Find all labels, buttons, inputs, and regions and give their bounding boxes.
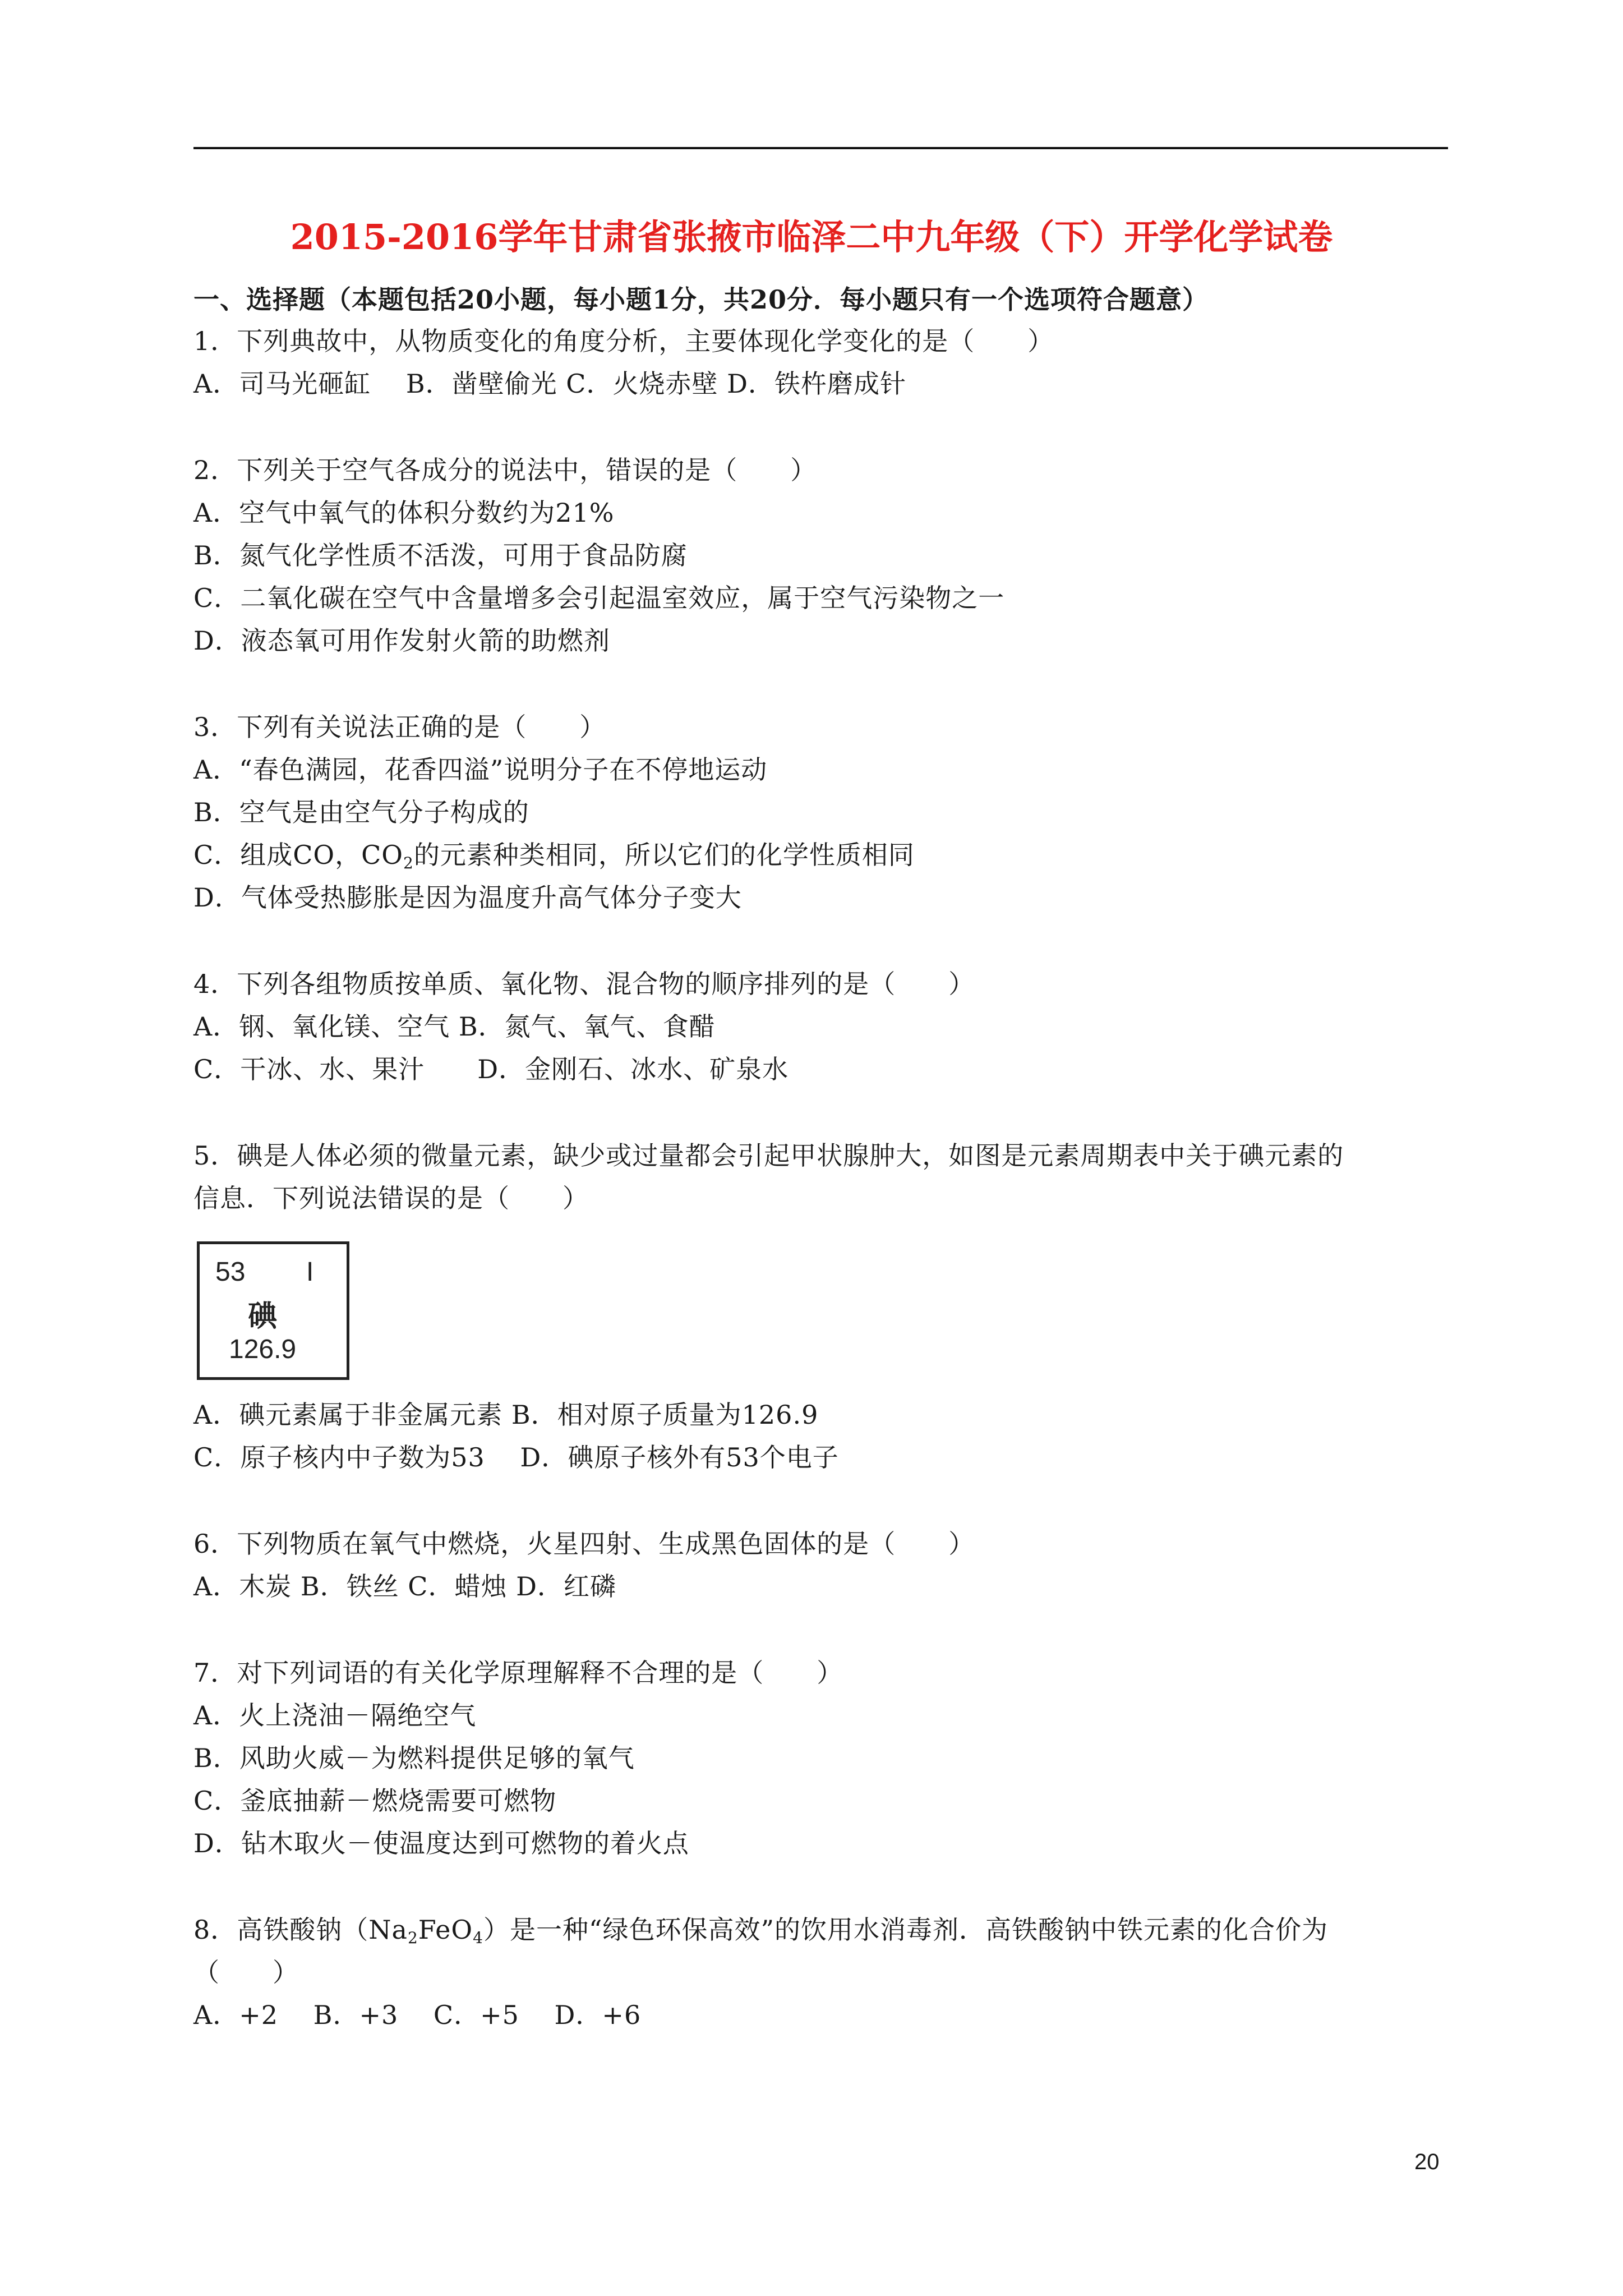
q5-options-cd: C．原子核内中子数为53 D．碘原子核外有53个电子 [193, 1442, 839, 1473]
q3-option-b: B．空气是由空气分子构成的 [193, 797, 529, 827]
page-title: 2015-2016学年甘肃省张掖市临泽二中九年级（下）开学化学试卷 [290, 217, 1333, 257]
q2-option-d: D．液态氧可用作发射火箭的助燃剂 [193, 625, 610, 656]
q4-stem: 4．下列各组物质按单质、氧化物、混合物的顺序排列的是（ ） [193, 969, 975, 999]
q2-option-a: A．空气中氧气的体积分数约为21% [193, 498, 615, 528]
q7-option-a: A．火上浇油－隔绝空气 [193, 1700, 477, 1731]
q4-options-cd: C．干冰、水、果汁 D．金刚石、冰水、矿泉水 [193, 1054, 789, 1084]
header-rule [193, 147, 1448, 149]
q1-options: A．司马光砸缸 B．凿壁偷光 C．火烧赤壁 D．铁杵磨成针 [193, 369, 906, 399]
q7-option-b: B．风助火威－为燃料提供足够的氧气 [193, 1743, 635, 1773]
q8-options: A．+2 B．+3 C．+5 D．+6 [193, 2000, 642, 2030]
q6-options: A．木炭 B．铁丝 C．蜡烛 D．红磷 [193, 1571, 616, 1602]
q5-stem-line1: 5．碘是人体必须的微量元素，缺少或过量都会引起甲状腺肿大，如图是元素周期表中关于碘元素的 [193, 1140, 1344, 1171]
q5-stem-line2: 信息．下列说法错误的是（ ） [193, 1183, 589, 1213]
q3-option-a: A．“春色满园，花香四溢”说明分子在不停地运动 [193, 754, 768, 785]
q2-stem: 2．下列关于空气各成分的说法中，错误的是（ ） [193, 455, 817, 485]
q1-stem: 1．下列典故中，从物质变化的角度分析，主要体现化学变化的是（ ） [193, 326, 1054, 356]
element-symbol: I [306, 1257, 314, 1287]
q3-stem: 3．下列有关说法正确的是（ ） [193, 712, 606, 742]
q7-option-c: C．釜底抽薪－燃烧需要可燃物 [193, 1786, 557, 1816]
page-number: 20 [1414, 2150, 1440, 2174]
q4-options-ab: A．钢、氧化镁、空气 B．氮气、氧气、食醋 [193, 1011, 716, 1042]
q3-option-d: D．气体受热膨胀是因为温度升高气体分子变大 [193, 882, 742, 913]
q6-stem: 6．下列物质在氧气中燃烧，火星四射、生成黑色固体的是（ ） [193, 1529, 975, 1559]
q8-stem: 8．高铁酸钠$(Na_2FeO_4)$是一种“绿色环保高效”的饮用水消毒剂．高铁酸钠中铁元素的化合价为 [193, 1915, 1328, 1947]
q8-stem-line2: （ ） [193, 1957, 299, 1987]
atomic-mass: 126.9 [229, 1335, 297, 1364]
element-name: 碘 [248, 1300, 278, 1333]
q2-option-c: C．二氧化碳在空气中含量增多会引起温室效应，属于空气污染物之一 [193, 583, 1005, 613]
atomic-number: 53 [215, 1257, 246, 1287]
q5-options-ab: A．碘元素属于非金属元素 B．相对原子质量为126.9 [193, 1400, 819, 1430]
q7-stem: 7．对下列词语的有关化学原理解释不合理的是（ ） [193, 1658, 843, 1688]
q3-option-c: C．组成CO，$CO_2$的元素种类相同，所以它们的化学性质相同 [193, 840, 915, 872]
q2-option-b: B．氮气化学性质不活泼，可用于食品防腐 [193, 540, 688, 570]
section-heading: 一、选择题（本题包括20小题，每小题1分，共20分．每小题只有一个选项符合题意） [193, 284, 1209, 315]
iodine-element-tile [197, 1241, 349, 1380]
q7-option-d: D．钻木取火－使温度达到可燃物的着火点 [193, 1828, 689, 1858]
